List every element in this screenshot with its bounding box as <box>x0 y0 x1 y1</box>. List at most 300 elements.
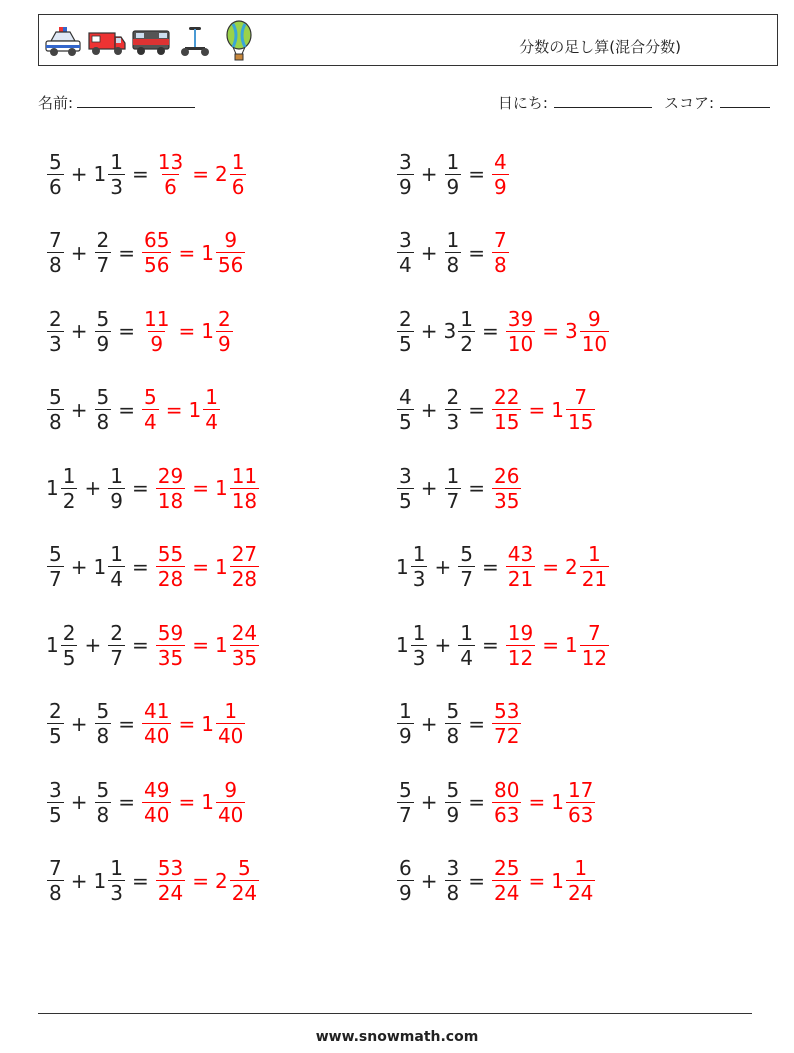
equals-sign: = <box>131 162 149 186</box>
score-blank[interactable] <box>720 93 770 108</box>
mixed-answer <box>551 856 596 905</box>
fraction <box>445 856 462 905</box>
whole-number: 2 <box>214 162 228 186</box>
fraction <box>47 228 64 277</box>
numerator: 1 <box>110 463 123 488</box>
denominator: 5 <box>49 724 62 748</box>
whole-number: 1 <box>93 554 107 579</box>
equals-sign: = <box>118 240 135 265</box>
denominator: 12 <box>507 645 534 670</box>
denominator: 35 <box>231 645 258 670</box>
numerator: 1 <box>574 856 588 880</box>
equals-sign: = <box>118 711 135 736</box>
denominator: 3 <box>110 174 123 199</box>
addend-a <box>46 778 65 827</box>
addend-b <box>444 699 463 748</box>
addend-a <box>46 385 65 434</box>
numerator: 7 <box>494 228 507 252</box>
problem-1 <box>46 142 247 206</box>
numerator: 1 <box>446 149 460 174</box>
equals-sign: = <box>118 319 135 343</box>
problem-18 <box>396 692 522 756</box>
denominator: 5 <box>62 645 76 670</box>
date-score-fields <box>498 92 770 113</box>
whole-number: 1 <box>201 711 214 736</box>
plus-sign: + <box>420 319 438 343</box>
fraction <box>142 307 171 356</box>
denominator: 9 <box>494 174 507 199</box>
denominator: 9 <box>399 881 412 905</box>
whole-number: 1 <box>214 554 228 579</box>
numerator: 17 <box>567 777 594 802</box>
denominator: 10 <box>581 331 608 356</box>
problem-4 <box>46 378 221 442</box>
denominator: 3 <box>110 881 123 905</box>
whole-number: 1 <box>551 790 564 814</box>
denominator: 40 <box>144 802 170 827</box>
camper-van-icon <box>131 19 171 63</box>
equals-sign: = <box>178 711 196 736</box>
addend-b <box>107 621 126 670</box>
numerator: 59 <box>157 620 184 645</box>
improper-answer <box>141 778 172 827</box>
fraction <box>95 307 112 356</box>
numerator: 1 <box>110 149 123 174</box>
plus-sign: + <box>420 868 438 893</box>
fraction <box>492 385 521 434</box>
numerator: 5 <box>446 699 460 723</box>
mixed-answer <box>551 778 596 827</box>
fraction <box>580 542 609 591</box>
numerator: 9 <box>224 777 238 802</box>
mixed-answer <box>201 228 246 277</box>
fraction <box>506 621 535 670</box>
addend-a <box>396 542 428 591</box>
fraction <box>397 150 414 199</box>
plus-sign: + <box>420 790 438 814</box>
whole-number: 1 <box>188 397 202 422</box>
improper-answer <box>141 699 172 748</box>
fraction <box>47 542 64 591</box>
denominator: 4 <box>460 645 473 670</box>
numerator: 3 <box>49 777 62 802</box>
denominator: 6 <box>164 174 177 199</box>
denominator: 7 <box>446 488 460 513</box>
fraction <box>445 778 462 827</box>
equals-sign: = <box>192 868 209 893</box>
fraction <box>566 778 595 827</box>
whole-number: 1 <box>46 476 59 500</box>
fraction <box>492 464 521 513</box>
answer <box>491 778 596 827</box>
denominator: 4 <box>144 410 157 434</box>
whole-number: 1 <box>564 633 578 657</box>
equals-sign: = <box>468 397 485 422</box>
fraction <box>230 856 259 905</box>
numerator: 2 <box>96 228 110 252</box>
denominator: 21 <box>507 567 534 591</box>
problem-10 <box>46 849 260 913</box>
denominator: 6 <box>49 174 62 199</box>
fraction <box>47 307 64 356</box>
fraction <box>506 307 535 356</box>
addend-a <box>46 856 65 905</box>
numerator: 1 <box>62 463 76 488</box>
denominator: 18 <box>157 488 184 513</box>
addend-a <box>396 621 428 670</box>
answer <box>505 621 610 670</box>
addend-a <box>46 542 65 591</box>
improper-answer <box>505 542 536 591</box>
denominator: 8 <box>96 410 110 434</box>
equals-sign: = <box>192 162 209 186</box>
fraction <box>566 385 595 434</box>
fraction <box>142 699 171 748</box>
date-label: 日にち: <box>497 94 548 112</box>
fraction <box>142 778 171 827</box>
equals-sign: = <box>528 868 546 893</box>
mixed-answer <box>565 621 610 670</box>
denominator: 56 <box>144 253 170 277</box>
mixed-answer <box>201 778 246 827</box>
denominator: 18 <box>231 488 258 513</box>
plus-sign: + <box>420 162 438 186</box>
fraction <box>445 699 462 748</box>
addend-a <box>396 385 415 434</box>
equals-sign: = <box>192 633 209 657</box>
numerator: 2 <box>399 306 412 331</box>
plus-sign: + <box>84 476 102 500</box>
equals-sign: = <box>192 476 209 500</box>
equals-sign: = <box>468 240 485 265</box>
numerator: 5 <box>49 542 62 566</box>
answer <box>141 778 246 827</box>
problem-14 <box>396 378 596 442</box>
denominator: 56 <box>217 253 244 277</box>
fraction <box>108 464 125 513</box>
addend-a <box>46 150 65 199</box>
addend-b <box>457 542 476 591</box>
addend-a <box>396 307 415 356</box>
fraction <box>61 464 78 513</box>
fraction <box>580 307 609 356</box>
whole-number: 1 <box>396 554 409 579</box>
denominator: 24 <box>494 881 520 905</box>
plus-sign: + <box>434 633 452 657</box>
addend-b <box>107 464 126 513</box>
equals-sign: = <box>468 790 485 814</box>
improper-answer <box>141 228 172 277</box>
addend-a <box>396 778 415 827</box>
improper-answer <box>155 464 186 513</box>
fraction <box>216 228 245 277</box>
fraction <box>492 228 509 277</box>
fraction <box>492 150 509 199</box>
equals-sign: = <box>528 790 546 814</box>
fraction <box>397 699 414 748</box>
plus-sign: + <box>70 554 88 579</box>
equals-sign: = <box>468 868 485 893</box>
whole-number: 3 <box>564 319 578 343</box>
whole-number: 2 <box>564 554 578 579</box>
denominator: 7 <box>110 645 123 670</box>
numerator: 7 <box>49 856 62 880</box>
problem-6 <box>46 535 260 599</box>
plus-sign: + <box>420 476 438 500</box>
equals-sign: = <box>542 554 559 579</box>
equals-sign: = <box>468 476 485 500</box>
fraction <box>411 542 428 591</box>
numerator: 2 <box>110 620 123 645</box>
fraction <box>216 307 233 356</box>
fraction <box>445 150 462 199</box>
page-title: 分数の足し算(混合分数) <box>519 38 681 56</box>
denominator: 28 <box>231 567 258 591</box>
fraction <box>492 699 521 748</box>
numerator: 13 <box>157 149 184 174</box>
plus-sign: + <box>84 633 102 657</box>
equals-sign: = <box>131 868 149 893</box>
fraction <box>397 307 414 356</box>
plus-sign: + <box>70 711 88 736</box>
addend-b <box>444 385 463 434</box>
addend-b <box>94 699 113 748</box>
denominator: 9 <box>96 331 110 356</box>
plus-sign: + <box>70 397 88 422</box>
numerator: 1 <box>399 699 412 723</box>
denominator: 72 <box>494 724 520 748</box>
fraction <box>492 778 521 827</box>
addend-a <box>46 228 65 277</box>
denominator: 40 <box>217 802 244 827</box>
answer <box>141 699 246 748</box>
plus-sign: + <box>70 319 88 343</box>
numerator: 1 <box>412 542 426 566</box>
numerator: 5 <box>144 385 157 409</box>
whole-number: 1 <box>214 476 228 500</box>
equals-sign: = <box>118 397 135 422</box>
numerator: 5 <box>399 777 412 802</box>
numerator: 80 <box>494 777 520 802</box>
denominator: 3 <box>446 410 460 434</box>
equals-sign: = <box>118 790 135 814</box>
numerator: 1 <box>110 542 123 566</box>
numerator: 19 <box>507 620 534 645</box>
addend-a <box>396 699 415 748</box>
numerator: 9 <box>588 306 601 331</box>
whole-number: 1 <box>396 633 409 657</box>
denominator: 9 <box>399 724 412 748</box>
numerator: 2 <box>49 699 62 723</box>
answer <box>491 385 596 434</box>
improper-answer <box>155 621 186 670</box>
numerator: 1 <box>205 385 218 409</box>
fraction <box>580 621 609 670</box>
denominator: 40 <box>144 724 170 748</box>
plus-sign: + <box>420 240 438 265</box>
improper-answer <box>491 856 522 905</box>
numerator: 1 <box>446 228 460 252</box>
answer <box>141 307 234 356</box>
mixed-answer <box>215 856 260 905</box>
numerator: 9 <box>224 228 238 252</box>
name-blank[interactable] <box>77 93 195 108</box>
denominator: 8 <box>96 724 110 748</box>
numerator: 5 <box>96 385 110 409</box>
denominator: 4 <box>205 410 218 434</box>
numerator: 55 <box>157 542 184 566</box>
denominator: 5 <box>399 410 412 434</box>
whole-number: 1 <box>201 319 214 343</box>
equals-sign: = <box>542 633 559 657</box>
equals-sign: = <box>468 711 485 736</box>
fraction <box>397 778 414 827</box>
denominator: 28 <box>157 567 184 591</box>
numerator: 11 <box>231 463 258 488</box>
fraction <box>156 150 185 199</box>
fraction <box>47 699 64 748</box>
whole-number: 1 <box>46 633 59 657</box>
answer <box>155 150 248 199</box>
improper-answer <box>155 856 186 905</box>
fraction <box>142 228 171 277</box>
numerator: 5 <box>460 542 473 566</box>
addend-a <box>46 621 78 670</box>
fraction <box>108 621 125 670</box>
denominator: 4 <box>110 567 123 591</box>
numerator: 65 <box>144 228 170 252</box>
fraction <box>156 464 185 513</box>
answer <box>491 699 522 748</box>
addend-a <box>396 228 415 277</box>
addend-b <box>444 228 463 277</box>
answer <box>505 542 610 591</box>
mixed-answer <box>201 307 233 356</box>
whole-number: 3 <box>443 319 457 343</box>
answer <box>141 228 246 277</box>
denominator: 63 <box>494 802 520 827</box>
denominator: 5 <box>49 802 62 827</box>
denominator: 6 <box>231 174 245 199</box>
numerator: 25 <box>494 856 520 880</box>
header-icons <box>43 19 259 63</box>
denominator: 24 <box>231 881 258 905</box>
numerator: 1 <box>446 463 460 488</box>
problem-7 <box>46 613 260 677</box>
denominator: 2 <box>62 488 76 513</box>
plus-sign: + <box>420 397 438 422</box>
fraction <box>108 150 125 199</box>
numerator: 1 <box>412 620 426 645</box>
fraction <box>95 228 112 277</box>
denominator: 9 <box>110 488 123 513</box>
police-car-icon <box>43 19 83 63</box>
numerator: 43 <box>507 542 534 566</box>
fire-truck-icon <box>87 19 127 63</box>
answer <box>491 228 510 277</box>
improper-answer <box>155 150 186 199</box>
fraction <box>95 778 112 827</box>
denominator: 8 <box>446 253 460 277</box>
improper-answer <box>155 542 186 591</box>
numerator: 41 <box>144 699 170 723</box>
fraction <box>230 464 259 513</box>
numerator: 5 <box>96 777 110 802</box>
improper-answer <box>491 385 522 434</box>
whole-number: 1 <box>551 397 564 422</box>
addend-b <box>94 385 113 434</box>
denominator: 12 <box>581 645 608 670</box>
addend-a <box>396 856 415 905</box>
addend-b <box>444 856 463 905</box>
equals-sign: = <box>131 554 149 579</box>
addend-b <box>94 778 113 827</box>
fraction <box>95 699 112 748</box>
numerator: 1 <box>110 856 123 880</box>
fraction <box>492 856 521 905</box>
numerator: 4 <box>399 385 412 409</box>
date-blank[interactable] <box>554 93 652 108</box>
numerator: 4 <box>494 149 507 174</box>
whole-number: 2 <box>214 868 228 893</box>
fraction <box>156 856 185 905</box>
problem-19 <box>396 770 596 834</box>
fraction <box>47 856 64 905</box>
denominator: 9 <box>446 174 460 199</box>
numerator: 5 <box>49 385 62 409</box>
fraction <box>47 778 64 827</box>
numerator: 5 <box>49 149 62 174</box>
plus-sign: + <box>70 790 88 814</box>
denominator: 8 <box>49 253 62 277</box>
mixed-answer <box>215 621 260 670</box>
equals-sign: = <box>178 319 196 343</box>
improper-answer <box>491 699 522 748</box>
equals-sign: = <box>468 162 485 186</box>
addend-b <box>444 150 463 199</box>
fraction <box>445 385 462 434</box>
numerator: 2 <box>446 385 460 409</box>
denominator: 8 <box>49 881 62 905</box>
answer <box>155 621 260 670</box>
numerator: 5 <box>446 777 460 802</box>
fraction <box>108 856 125 905</box>
addend-a <box>46 699 65 748</box>
numerator: 2 <box>49 306 62 331</box>
numerator: 53 <box>157 856 184 880</box>
numerator: 1 <box>588 542 601 566</box>
answer <box>155 464 260 513</box>
fraction <box>61 621 78 670</box>
fraction <box>397 385 414 434</box>
denominator: 7 <box>49 567 62 591</box>
plus-sign: + <box>420 711 438 736</box>
equals-sign: = <box>481 554 499 579</box>
fraction <box>445 228 462 277</box>
fraction <box>108 542 125 591</box>
equals-sign: = <box>481 633 499 657</box>
numerator: 5 <box>96 306 110 331</box>
denominator: 8 <box>494 253 507 277</box>
improper-answer <box>491 150 510 199</box>
problem-17 <box>396 613 610 677</box>
denominator: 21 <box>581 567 608 591</box>
fraction <box>95 385 112 434</box>
footer-url: www.snowmath.com <box>315 1029 479 1045</box>
problem-2 <box>46 221 246 285</box>
denominator: 7 <box>460 567 473 591</box>
addend-b <box>444 464 463 513</box>
